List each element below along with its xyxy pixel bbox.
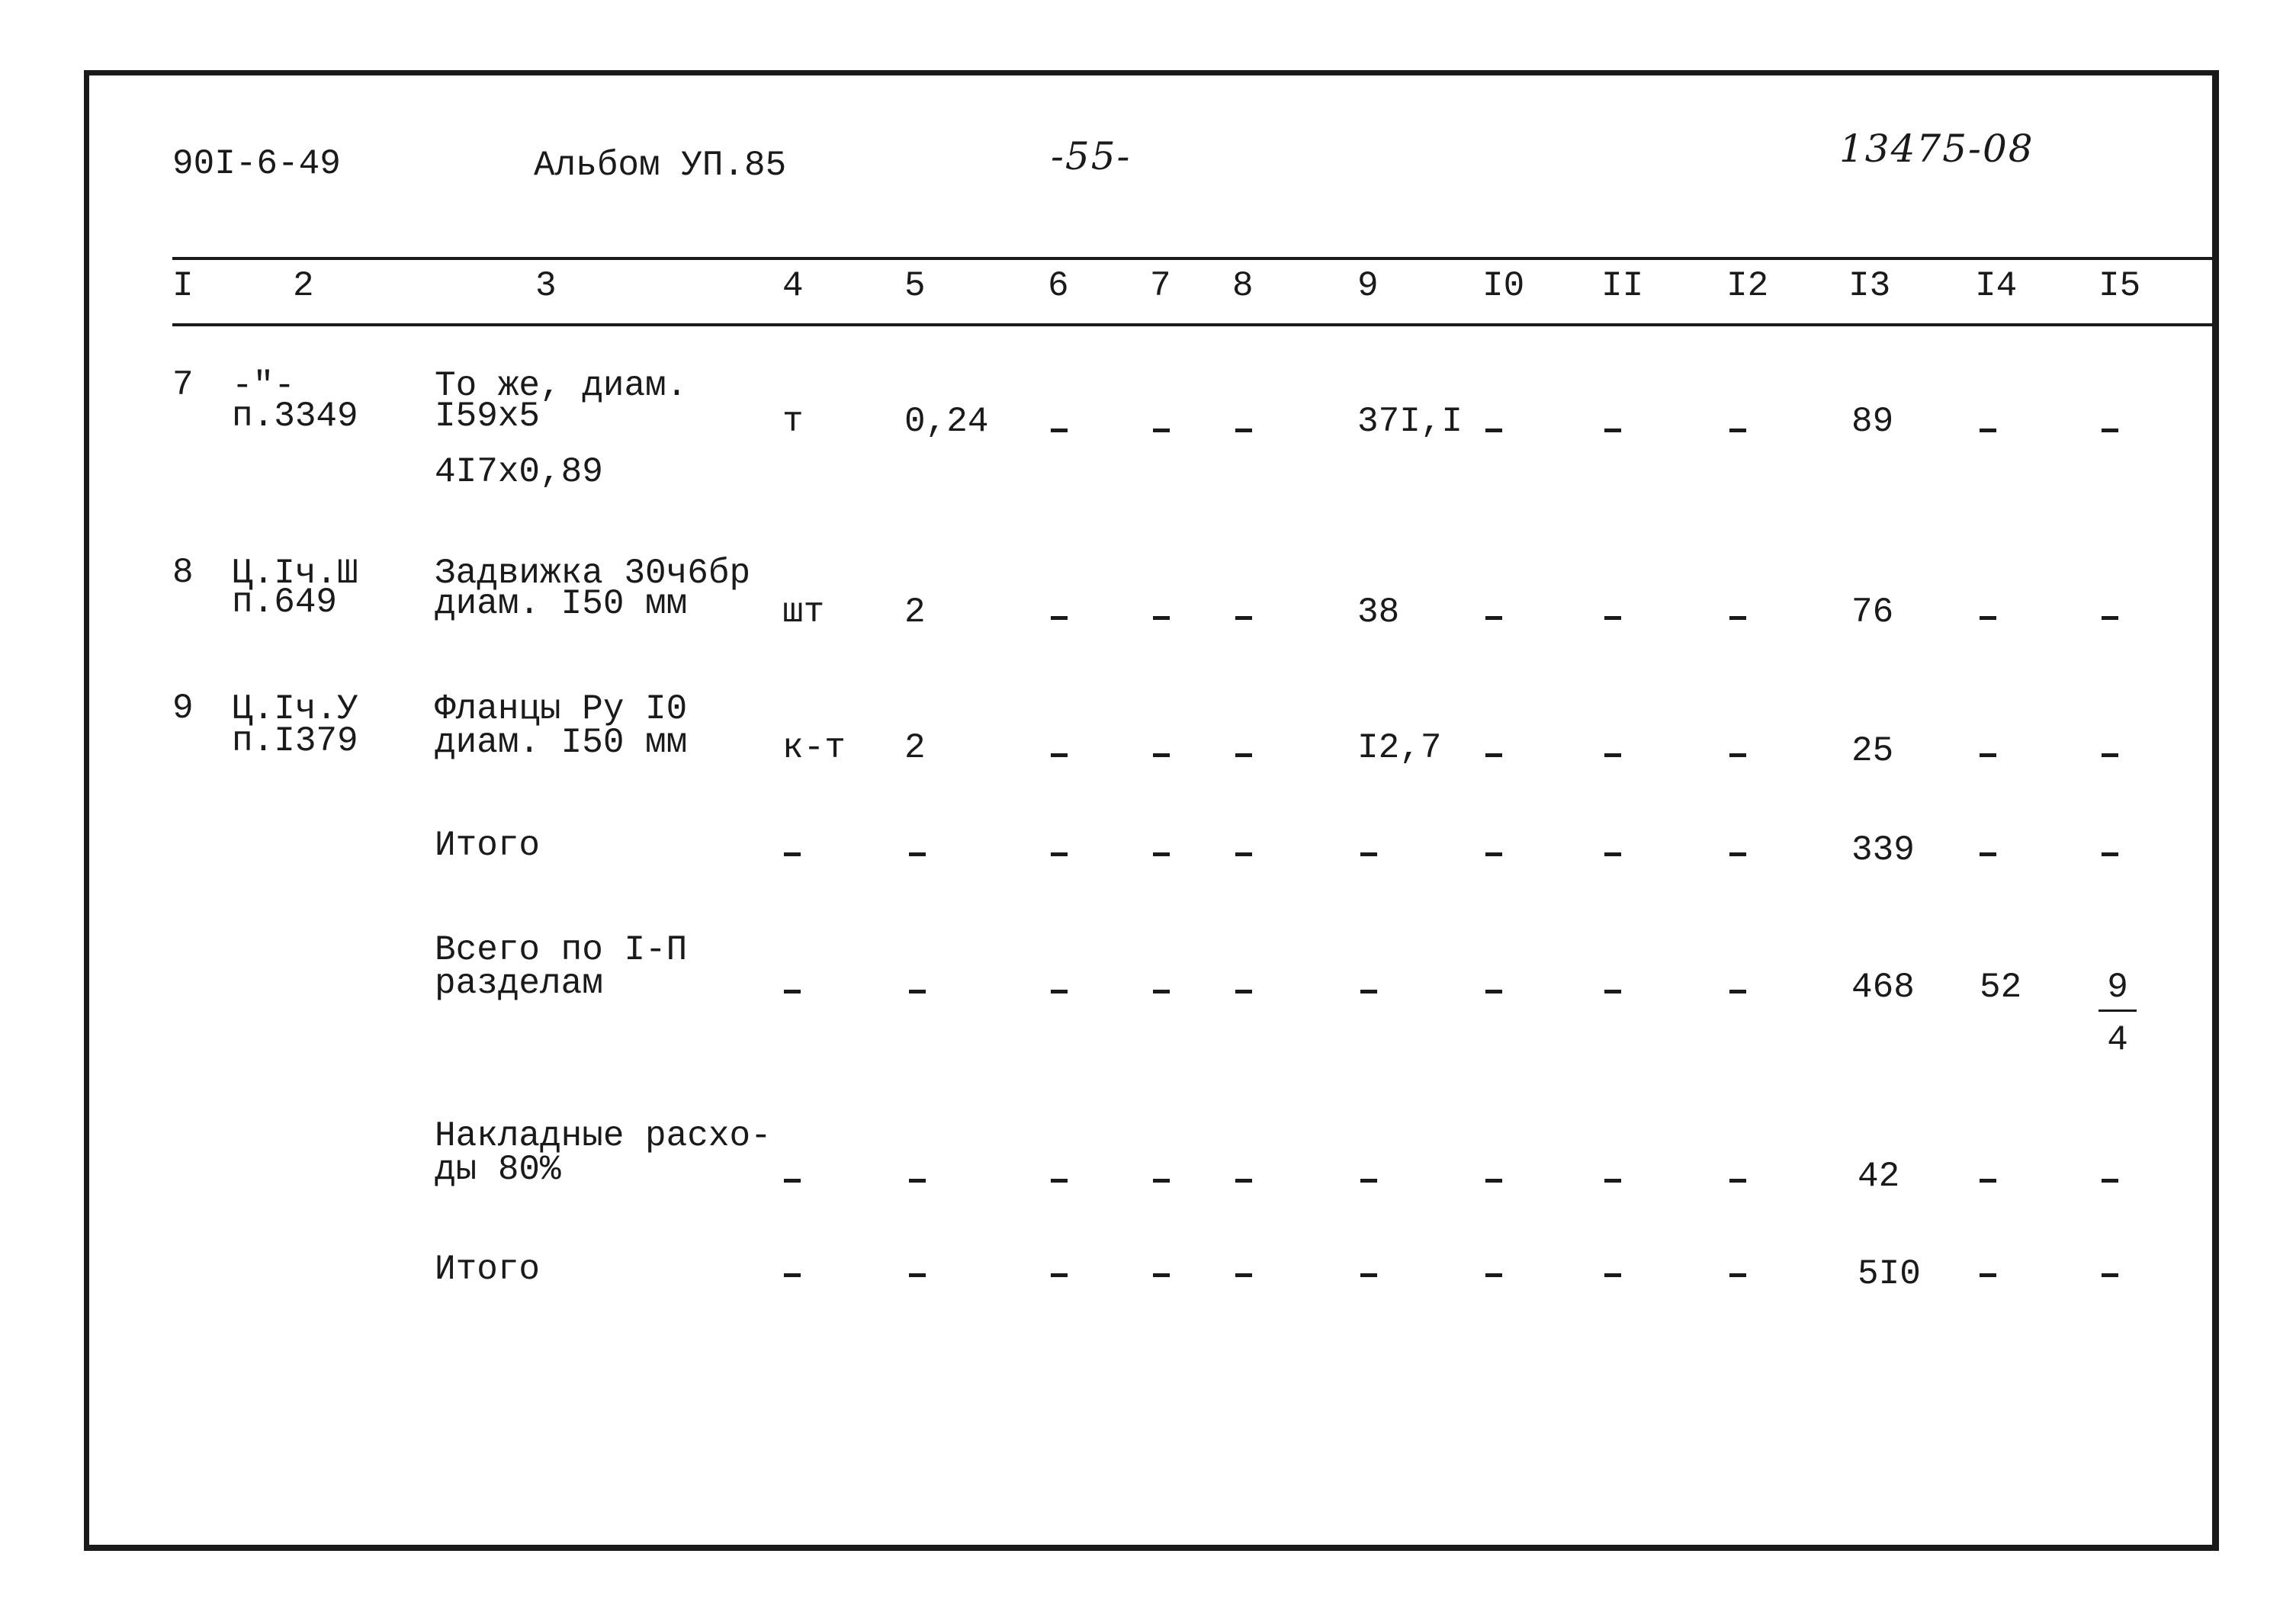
dash-mark xyxy=(1604,1179,1621,1183)
dash-mark xyxy=(1235,616,1252,620)
dash-mark xyxy=(1729,753,1746,757)
dash-mark xyxy=(1153,1179,1170,1183)
dash-mark xyxy=(2102,753,2118,757)
item-code: п.3349 xyxy=(232,396,358,436)
dash-mark xyxy=(1729,616,1746,620)
item-name: Итого xyxy=(435,826,541,865)
value-col-13: 339 xyxy=(1851,830,1915,870)
dash-mark xyxy=(1051,1179,1068,1183)
item-code: -"- xyxy=(232,366,295,406)
item-name: То же, диам. xyxy=(435,366,688,406)
dash-mark xyxy=(1235,1179,1252,1183)
item-name: диам. I50 мм xyxy=(435,723,688,762)
column-header-14: I4 xyxy=(1975,266,2018,306)
unit: т xyxy=(782,402,804,441)
dash-mark xyxy=(1051,1273,1068,1277)
dash-mark xyxy=(2102,616,2118,620)
quantity: 0,24 xyxy=(904,402,989,441)
archive-number: 13475-08 xyxy=(1839,127,2034,171)
value-col-14: 52 xyxy=(1980,968,2022,1007)
dash-mark xyxy=(1360,1179,1377,1183)
dash-mark xyxy=(1051,753,1068,757)
item-name: I59x5 xyxy=(435,396,541,436)
dash-mark xyxy=(1235,990,1252,993)
value-col-13: 25 xyxy=(1851,731,1894,771)
item-code: п.I379 xyxy=(232,721,358,761)
column-header-12: I2 xyxy=(1726,266,1769,306)
column-header-2: 2 xyxy=(293,266,314,306)
item-name: диам. I50 мм xyxy=(435,584,688,624)
dash-mark xyxy=(1051,429,1068,432)
dash-mark xyxy=(1485,429,1502,432)
unit: шт xyxy=(782,592,825,632)
dash-mark xyxy=(1729,1273,1746,1277)
item-name: Всего по I-П xyxy=(435,930,688,970)
dash-mark xyxy=(1051,990,1068,993)
row-number: 7 xyxy=(172,365,194,405)
dash-mark xyxy=(1153,1273,1170,1277)
column-header-15: I5 xyxy=(2099,266,2141,306)
dash-mark xyxy=(1360,1273,1377,1277)
document-code: 90I-6-49 xyxy=(172,144,341,184)
dash-mark xyxy=(1485,1273,1502,1277)
dash-mark xyxy=(1980,429,1996,432)
album-title: Альбом УП.85 xyxy=(534,146,787,185)
item-name: Задвижка 30ч6бр xyxy=(435,554,751,593)
dash-mark xyxy=(1604,1273,1621,1277)
dash-mark xyxy=(1485,1179,1502,1183)
dash-mark xyxy=(1729,990,1746,993)
dash-mark xyxy=(2102,429,2118,432)
dash-mark xyxy=(1051,616,1068,620)
quantity: 2 xyxy=(904,592,926,632)
fraction-col-15 xyxy=(2099,970,2137,1058)
dash-mark xyxy=(1729,852,1746,856)
column-header-7: 7 xyxy=(1150,266,1171,306)
header-top-rule xyxy=(172,257,2218,260)
dash-mark xyxy=(1235,852,1252,856)
dash-mark xyxy=(1980,1179,1996,1183)
dash-mark xyxy=(1153,753,1170,757)
item-code: п.649 xyxy=(232,583,338,622)
dash-mark xyxy=(1604,990,1621,993)
dash-mark xyxy=(2102,1273,2118,1277)
item-code: Ц.Iч.Ш xyxy=(232,554,358,593)
column-header-5: 5 xyxy=(904,266,926,306)
dash-mark xyxy=(909,990,926,993)
quantity: 2 xyxy=(904,728,926,768)
dash-mark xyxy=(1980,616,1996,620)
item-name: Накладные расхо- xyxy=(435,1116,772,1156)
fraction-denominator: 4 xyxy=(2107,1020,2128,1060)
column-header-6: 6 xyxy=(1048,266,1069,306)
column-header-10: I0 xyxy=(1482,266,1525,306)
dash-mark xyxy=(1051,852,1068,856)
dash-mark xyxy=(1604,616,1621,620)
dash-mark xyxy=(1604,429,1621,432)
dash-mark xyxy=(1153,429,1170,432)
dash-mark xyxy=(909,1273,926,1277)
dash-mark xyxy=(1604,753,1621,757)
dash-mark xyxy=(1360,852,1377,856)
column-header-4: 4 xyxy=(782,266,804,306)
page-number: -55- xyxy=(1051,134,1132,178)
dash-mark xyxy=(1485,616,1502,620)
dash-mark xyxy=(1729,429,1746,432)
value-col-13: 5I0 xyxy=(1858,1254,1921,1294)
row-number: 9 xyxy=(172,689,194,728)
dash-mark xyxy=(784,1273,801,1277)
fraction-bar xyxy=(2099,1010,2137,1012)
dash-mark xyxy=(1980,852,1996,856)
column-header-9: 9 xyxy=(1357,266,1379,306)
fraction-numerator: 9 xyxy=(2107,968,2128,1007)
value-col-13: 76 xyxy=(1851,592,1894,632)
dash-mark xyxy=(1485,990,1502,993)
value-col-13: 89 xyxy=(1851,402,1894,441)
dash-mark xyxy=(784,990,801,993)
dash-mark xyxy=(1153,852,1170,856)
dash-mark xyxy=(1360,990,1377,993)
item-name: ды 80% xyxy=(435,1150,561,1189)
column-header-11: II xyxy=(1601,266,1644,306)
dash-mark xyxy=(1153,990,1170,993)
row-number: 8 xyxy=(172,553,194,592)
dash-mark xyxy=(909,1179,926,1183)
value-col-13: 468 xyxy=(1851,968,1915,1007)
header-bottom-rule xyxy=(172,323,2218,326)
dash-mark xyxy=(1980,1273,1996,1277)
dash-mark xyxy=(1235,429,1252,432)
dash-mark xyxy=(1235,1273,1252,1277)
dash-mark xyxy=(909,852,926,856)
item-name: 4I7x0,89 xyxy=(435,452,603,492)
dash-mark xyxy=(1235,753,1252,757)
value-col-9: 38 xyxy=(1357,592,1400,632)
column-header-3: 3 xyxy=(535,266,557,306)
dash-mark xyxy=(2102,1179,2118,1183)
dash-mark xyxy=(1485,852,1502,856)
dash-mark xyxy=(2102,852,2118,856)
dash-mark xyxy=(1980,753,1996,757)
dash-mark xyxy=(1729,1179,1746,1183)
column-header-8: 8 xyxy=(1232,266,1254,306)
item-name: разделам xyxy=(435,964,603,1003)
item-code: Ц.Iч.У xyxy=(232,689,358,729)
column-header-13: I3 xyxy=(1848,266,1891,306)
dash-mark xyxy=(784,1179,801,1183)
dash-mark xyxy=(1604,852,1621,856)
item-name: Итого xyxy=(435,1250,541,1289)
unit: к-т xyxy=(782,728,846,768)
dash-mark xyxy=(1485,753,1502,757)
column-header-1: I xyxy=(172,266,194,306)
dash-mark xyxy=(784,852,801,856)
item-name: Фланцы Ру I0 xyxy=(435,689,688,729)
dash-mark xyxy=(1153,616,1170,620)
value-col-9: 37I,I xyxy=(1357,402,1463,441)
value-col-13: 42 xyxy=(1858,1157,1900,1196)
value-col-9: I2,7 xyxy=(1357,728,1442,768)
